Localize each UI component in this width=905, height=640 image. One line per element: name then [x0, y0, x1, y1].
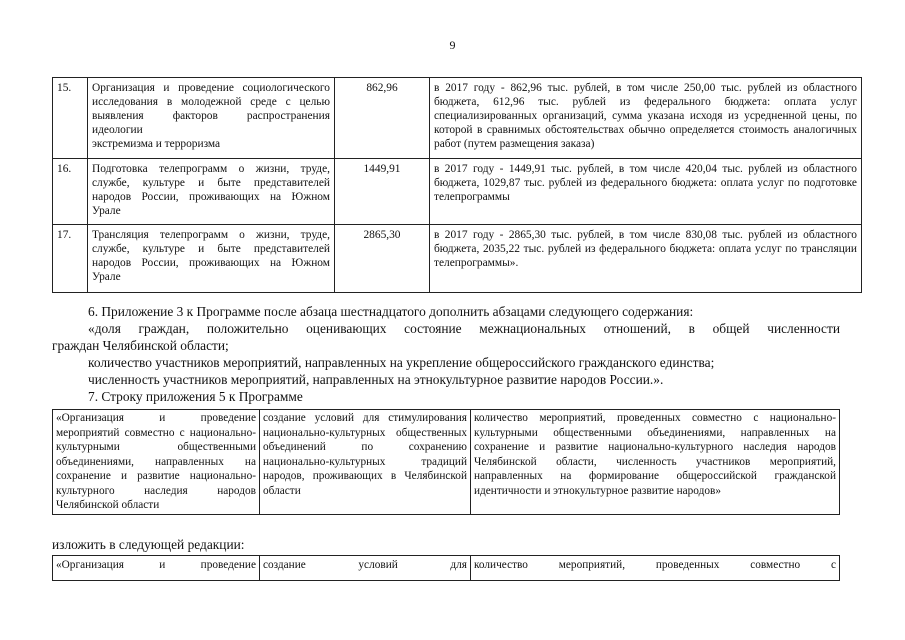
name-line: социологического исследования в [92, 82, 330, 108]
name-line: Урале [92, 205, 121, 217]
table-row [53, 556, 840, 581]
name-line: молодежной среде с целью выявления [92, 96, 330, 122]
name-line: службе, культуре и быте представителей [92, 243, 330, 255]
row-event-name [88, 225, 335, 293]
name-line: народов России, проживающих на Южном [92, 191, 330, 203]
row-amount: 862,96 [335, 78, 430, 159]
page-number: 9 [449, 38, 456, 52]
row-description: в 2017 году - 2865,30 тыс. рублей, в том числе 830,08 тыс. рублей из областного бюджета, 2035,22 тыс. рублей из федерального бюджета: оплата услуг по трансляции телепрограммы». [430, 225, 862, 293]
old-row-event: «Организация и проведение мероприятий совместно с национально-культурными общественными объединениями, направленных на сохранение и развитие национально-культурного наследия народов Челябинской области [53, 410, 260, 515]
paragraph-6-quote-1-cont: граждан Челябинской области; [52, 338, 229, 353]
old-row-goal: создание условий для стимулирования национально-культурных общественных объединений по сохранению национально-культурных традиций народов, проживающих в Челябинской области [260, 410, 471, 515]
new-row-event-text: «Организация и проведение [56, 559, 256, 571]
funding-table [52, 77, 862, 293]
row-amount: 1449,91 [335, 159, 430, 225]
name-line: Подготовка телепрограмм о жизни, труде, [92, 163, 330, 175]
new-row-table [52, 555, 840, 581]
name-line: Трансляция телепрограмм о жизни, труде, [92, 229, 330, 241]
row-description: в 2017 году - 1449,91 тыс. рублей, в том числе 420,04 тыс. рублей из областного бюджета, 1029,87 тыс. рублей из федерального бюджета: оплата услуг по подготовке телепрограммы [430, 159, 862, 225]
name-line: Организация и проведение [92, 82, 234, 94]
name-line: Урале [92, 271, 121, 283]
old-row-table [52, 409, 840, 515]
table-row [53, 159, 862, 225]
paragraph-6: 6. Приложение 3 к Программе после абзаца шестнадцатого дополнить абзацами следующего содержания: [88, 304, 694, 319]
table-row [53, 225, 862, 293]
new-row-goal-text: создание условий для [263, 559, 467, 571]
row-description: в 2017 году - 862,96 тыс. рублей, в том числе 250,00 тыс. рублей из областного бюджета, 612,96 тыс. рублей из федерального бюджета: оплата услуг специализированных организаций, сумма указана исходя из усредненной цены, по которой в сравнимых обстоятельствах обычно определяется стоимость аналогичных работ (путем размещения заказа) [430, 78, 862, 159]
table-row [53, 410, 840, 515]
new-row-goal [260, 556, 471, 581]
row-amount: 2865,30 [335, 225, 430, 293]
name-line: службе, культуре и быте представителей [92, 177, 330, 189]
row-number: 16. [53, 159, 88, 225]
table-row [53, 78, 862, 159]
paragraph-6-quote-1: «доля граждан, положительно оценивающих состояние межнациональных отношений, в общей численности [88, 321, 840, 336]
paragraph-7: 7. Строку приложения 5 к Программе [88, 389, 303, 404]
new-row-indicator [471, 556, 840, 581]
paragraph-new-edition: изложить в следующей редакции: [52, 537, 245, 552]
row-number: 15. [53, 78, 88, 159]
name-line: факторов распространения идеологии [92, 110, 330, 136]
paragraph-6-quote-2: количество участников мероприятий, направленных на укрепление общероссийского гражданского единства; [88, 355, 715, 370]
old-row-indicator: количество мероприятий, проведенных совместно с национально-культурными общественными объединениями, направленных на сохранение и развитие национально-культурного наследия народов Челябинской области, численность участников мероприятий, направленных на формирование общероссийской гражданской идентичности и этнокультурное развитие народов» [471, 410, 840, 515]
row-event-name [88, 159, 335, 225]
name-line: экстремизма и терроризма [92, 138, 221, 150]
new-row-indicator-text: количество мероприятий, проведенных совместно с [474, 559, 836, 571]
row-number: 17. [53, 225, 88, 293]
name-line: народов России, проживающих на Южном [92, 257, 330, 269]
new-row-event [53, 556, 260, 581]
paragraph-6-quote-3: численность участников мероприятий, направленных на этнокультурное развитие народов России.». [88, 372, 664, 387]
row-event-name [88, 78, 335, 159]
